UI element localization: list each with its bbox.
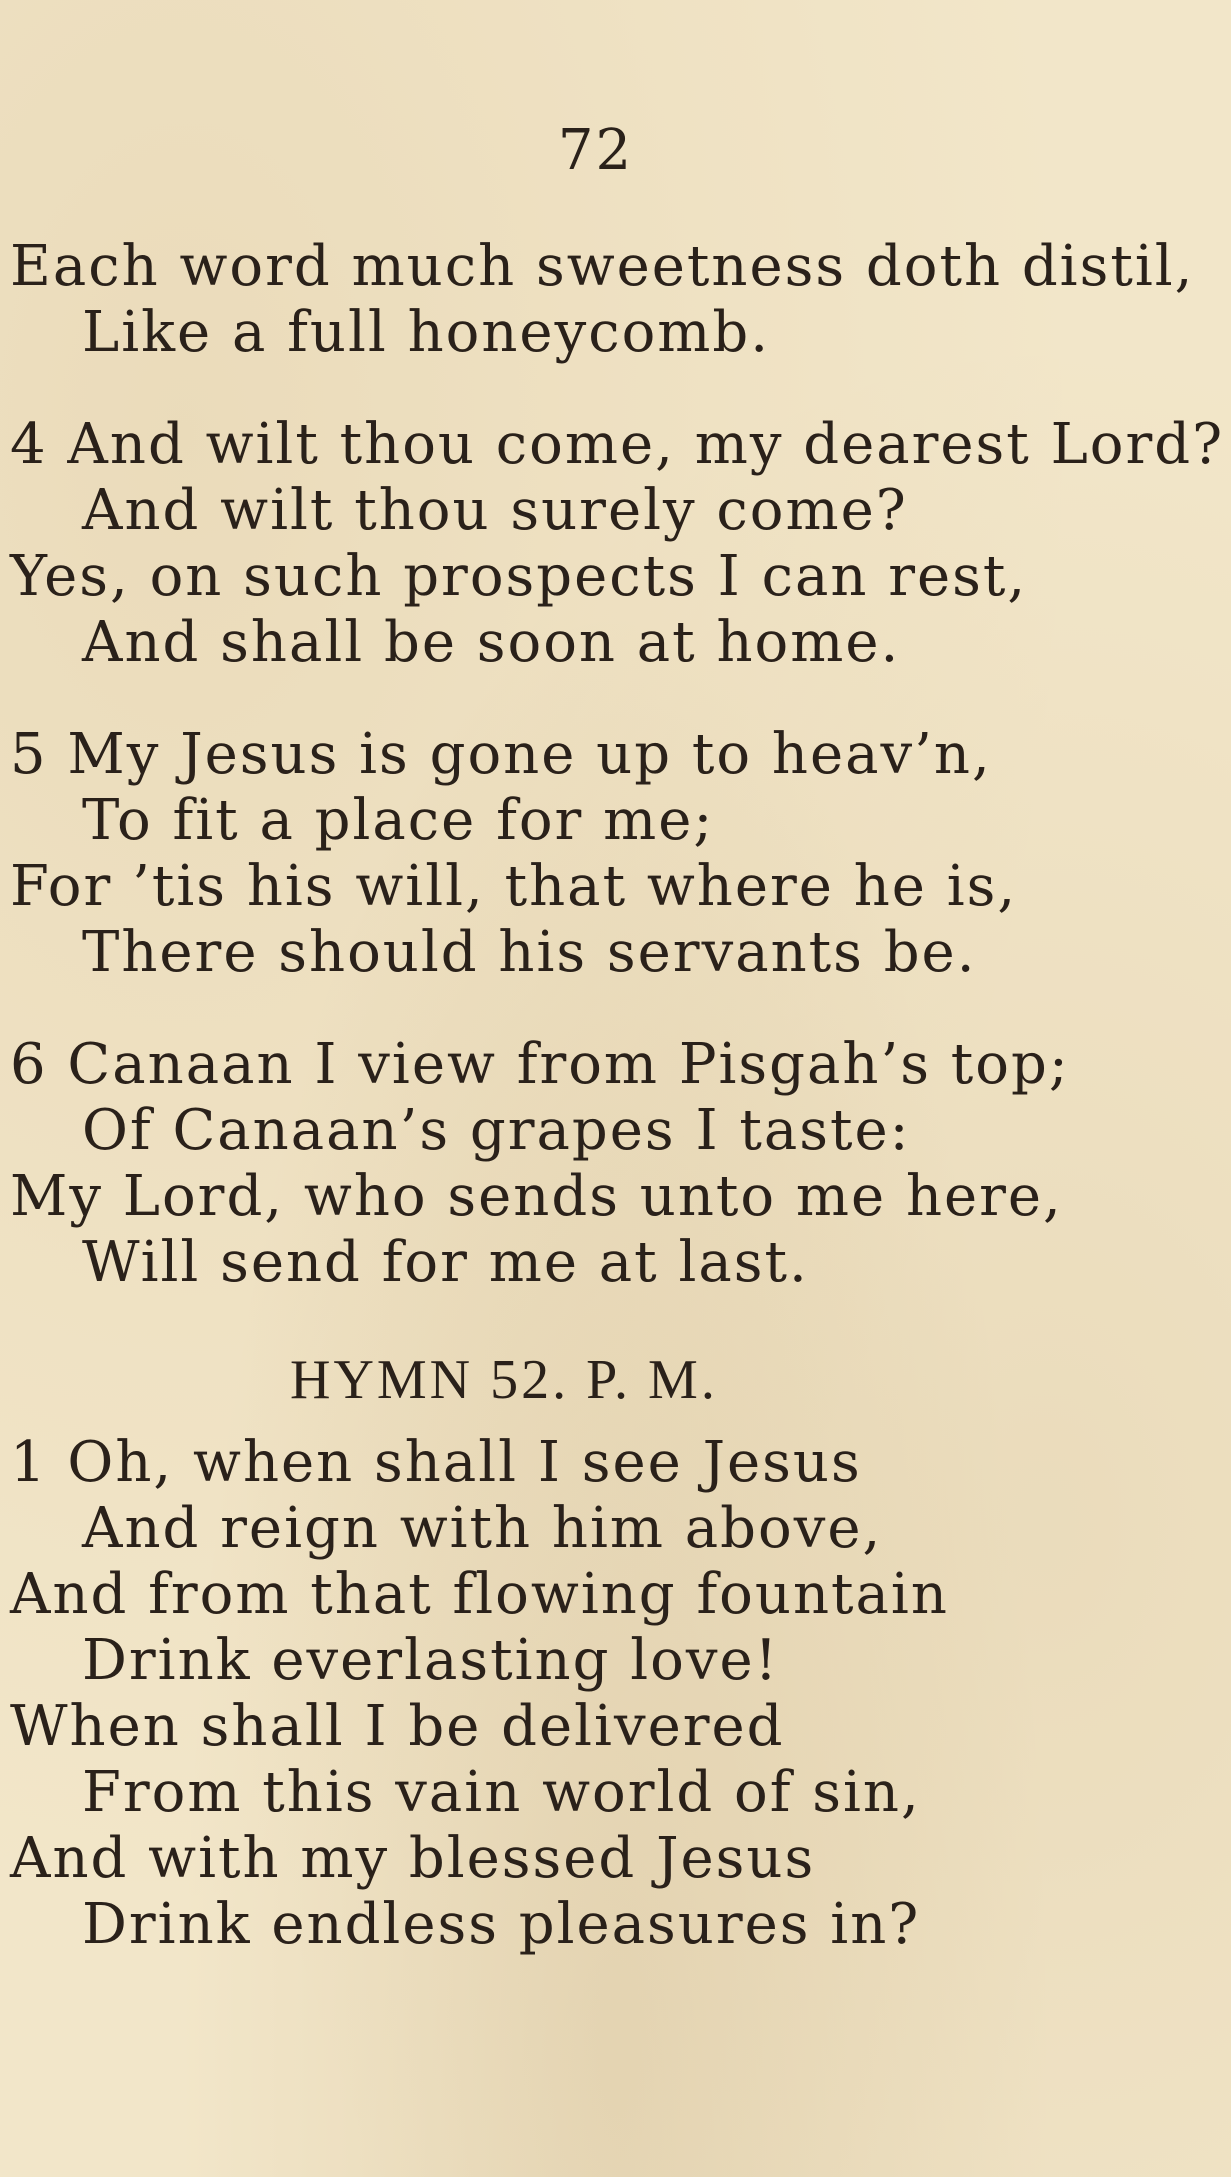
verse-line: Of Canaan’s grapes I taste: [82,1098,911,1163]
verse-line: Like a full honeycomb. [82,300,771,365]
verse-line: 5 My Jesus is gone up to heav’n, [10,722,992,787]
verse-line: And shall be soon at home. [82,610,901,675]
verse-line: Drink everlasting love! [82,1628,780,1693]
verse-line: When shall I be delivered [10,1694,785,1759]
verse-line: And wilt thou surely come? [82,478,908,543]
verse-line: Will send for me at last. [82,1230,809,1295]
verse-line: 4 And wilt thou come, my dearest Lord? [10,412,1225,477]
verse-line: Each word much sweetness doth distil, [10,234,1195,299]
verse-line: For ’tis his will, that where he is, [10,854,1018,919]
verse-line: Yes, on such prospects I can rest, [10,544,1028,609]
hymn-title: HYMN 52. P. M. [290,1349,718,1411]
verse-line: 6 Canaan I view from Pisgah’s top; [10,1032,1070,1097]
verse-line: To fit a place for me; [82,788,715,853]
verse-line: My Lord, who sends unto me here, [10,1164,1063,1229]
verse-line: And from that flowing fountain [10,1562,949,1627]
verse-line: And reign with him above, [82,1496,883,1561]
page-number: 72 [557,118,634,183]
verse-line: And with my blessed Jesus [10,1826,816,1891]
verse-line: From this vain world of sin, [82,1760,921,1825]
verse-line: 1 Oh, when shall I see Jesus [10,1430,862,1495]
verse-line: There should his servants be. [82,920,977,985]
verse-line: Drink endless pleasures in? [82,1892,921,1957]
